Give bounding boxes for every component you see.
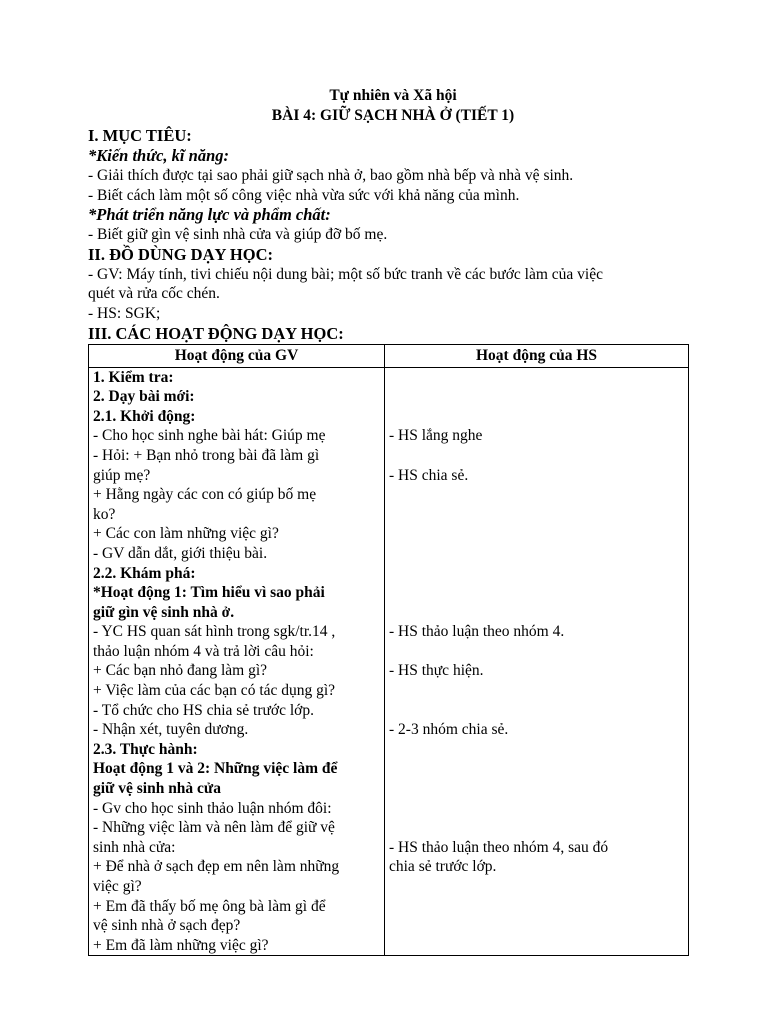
table-row <box>89 367 689 956</box>
gv-line: 2.2. Khám phá: <box>93 564 196 582</box>
hs-line <box>389 603 684 623</box>
activities-table <box>88 344 689 957</box>
hs-line <box>389 564 684 584</box>
gv-line: - Gv cho học sinh thảo luận nhóm đôi: <box>93 799 332 817</box>
gv-line: - Nhận xét, tuyên dương. <box>93 721 249 739</box>
hs-line: - HS lắng nghe <box>389 427 483 445</box>
gv-line: giúp mẹ? <box>93 466 151 484</box>
gv-line: + Các bạn nhỏ đang làm gì? <box>93 662 268 680</box>
document-page <box>88 86 698 956</box>
hs-line: - HS thảo luận theo nhóm 4, sau đó <box>389 838 609 856</box>
gv-line: ko? <box>93 505 116 523</box>
gv-line: *Hoạt động 1: Tìm hiểu vì sao phải <box>93 584 325 602</box>
subject-title: Tự nhiên và Xã hội <box>329 87 457 104</box>
hs-line: chia sẻ trước lớp. <box>389 858 497 876</box>
hs-line <box>389 877 684 897</box>
gv-line: vệ sinh nhà ở sạch đẹp? <box>93 917 241 935</box>
gv-line: 2.3. Thực hành: <box>93 740 198 758</box>
gv-line: - Những việc làm và nên làm để giữ vệ <box>93 819 335 837</box>
hs-line <box>389 701 684 721</box>
hs-line <box>389 897 684 917</box>
hs-line <box>389 544 684 564</box>
gv-line: việc gì? <box>93 878 142 895</box>
hs-line: - HS thảo luận theo nhóm 4. <box>389 623 565 641</box>
section3-heading: III. CÁC HOẠT ĐỘNG DẠY HỌC: <box>88 323 344 343</box>
lesson-title: BÀI 4: GIỮ SẠCH NHÀ Ở (TIẾT 1) <box>271 107 515 124</box>
hs-line <box>389 779 684 799</box>
gv-line: thảo luận nhóm 4 và trả lời câu hỏi: <box>93 642 314 660</box>
hs-line <box>389 368 684 388</box>
gv-line: + Em đã làm những việc gì? <box>93 936 269 954</box>
hs-line <box>389 583 684 603</box>
col-header-gv: Hoạt động của GV <box>89 344 385 367</box>
gv-line: - YC HS quan sát hình trong sgk/tr.14 , <box>93 623 336 641</box>
objective-line: - Biết giữ gìn vệ sinh nhà cửa và giúp đỡ bố mẹ. <box>88 226 388 244</box>
hs-line <box>389 387 684 407</box>
gv-line: Hoạt động 1 và 2: Những việc làm để <box>93 760 338 778</box>
objective-line: - Giải thích được tại sao phải giữ sạch nhà ở, bao gồm nhà bếp và nhà vệ sinh. <box>88 167 574 184</box>
gv-line: + Các con làm những việc gì? <box>93 525 279 543</box>
hs-line <box>389 936 684 956</box>
gv-activities-cell <box>89 367 385 956</box>
gv-line: 2. Dạy bài mới: <box>93 388 195 406</box>
gv-line: + Để nhà ở sạch đẹp em nên làm những <box>93 858 340 876</box>
gv-line: + Hằng ngày các con có giúp bố mẹ <box>93 486 317 504</box>
objective-line: - Biết cách làm một số công việc nhà vừa sức với khả năng của mình. <box>88 186 520 204</box>
gv-line: - Tổ chức cho HS chia sẻ trước lớp. <box>93 701 315 719</box>
hs-line <box>389 524 684 544</box>
hs-line: - HS thực hiện. <box>389 662 484 680</box>
table-header-row <box>89 344 689 367</box>
hs-activities-cell <box>385 367 689 956</box>
hs-line <box>389 759 684 779</box>
hs-line: - HS chia sẻ. <box>389 466 469 484</box>
gv-line: 2.1. Khởi động: <box>93 407 196 425</box>
hs-line <box>389 740 684 760</box>
hs-line: - 2-3 nhóm chia sẻ. <box>389 721 509 739</box>
hs-line <box>389 799 684 819</box>
material-line: quét và rửa cốc chén. <box>88 285 220 303</box>
gv-line: - Hỏi: + Bạn nhỏ trong bài đã làm gì <box>93 446 320 464</box>
gv-line: sinh nhà cửa: <box>93 838 176 856</box>
section2-heading: II. ĐỒ DÙNG DẠY HỌC: <box>88 244 274 264</box>
col-header-hs: Hoạt động của HS <box>385 344 689 367</box>
section1-heading: I. MỤC TIÊU: <box>88 126 192 145</box>
hs-line <box>389 505 684 525</box>
material-line: - HS: SGK; <box>88 304 161 322</box>
hs-line <box>389 642 684 662</box>
hs-line <box>389 681 684 701</box>
hs-line <box>389 818 684 838</box>
hs-line <box>389 916 684 936</box>
hs-line <box>389 485 684 505</box>
section1-sub1: *Kiến thức, kĩ năng: <box>88 146 229 165</box>
gv-line: giữ gìn vệ sinh nhà ở. <box>93 603 235 621</box>
gv-line: - Cho học sinh nghe bài hát: Giúp mẹ <box>93 427 326 445</box>
gv-line: - GV dẫn dắt, giới thiệu bài. <box>93 544 268 562</box>
hs-line <box>389 407 684 427</box>
hs-line <box>389 446 684 466</box>
section1-sub2: *Phát triển năng lực và phẩm chất: <box>88 205 331 225</box>
gv-line: 1. Kiểm tra: <box>93 368 174 386</box>
gv-line: + Em đã thấy bố mẹ ông bà làm gì để <box>93 897 326 915</box>
gv-line: + Việc làm của các bạn có tác dụng gì? <box>93 682 336 700</box>
material-line: - GV: Máy tính, tivi chiếu nội dung bài; một số bức tranh về các bước làm của việc <box>88 265 603 283</box>
gv-line: giữ vệ sinh nhà cửa <box>93 780 221 798</box>
